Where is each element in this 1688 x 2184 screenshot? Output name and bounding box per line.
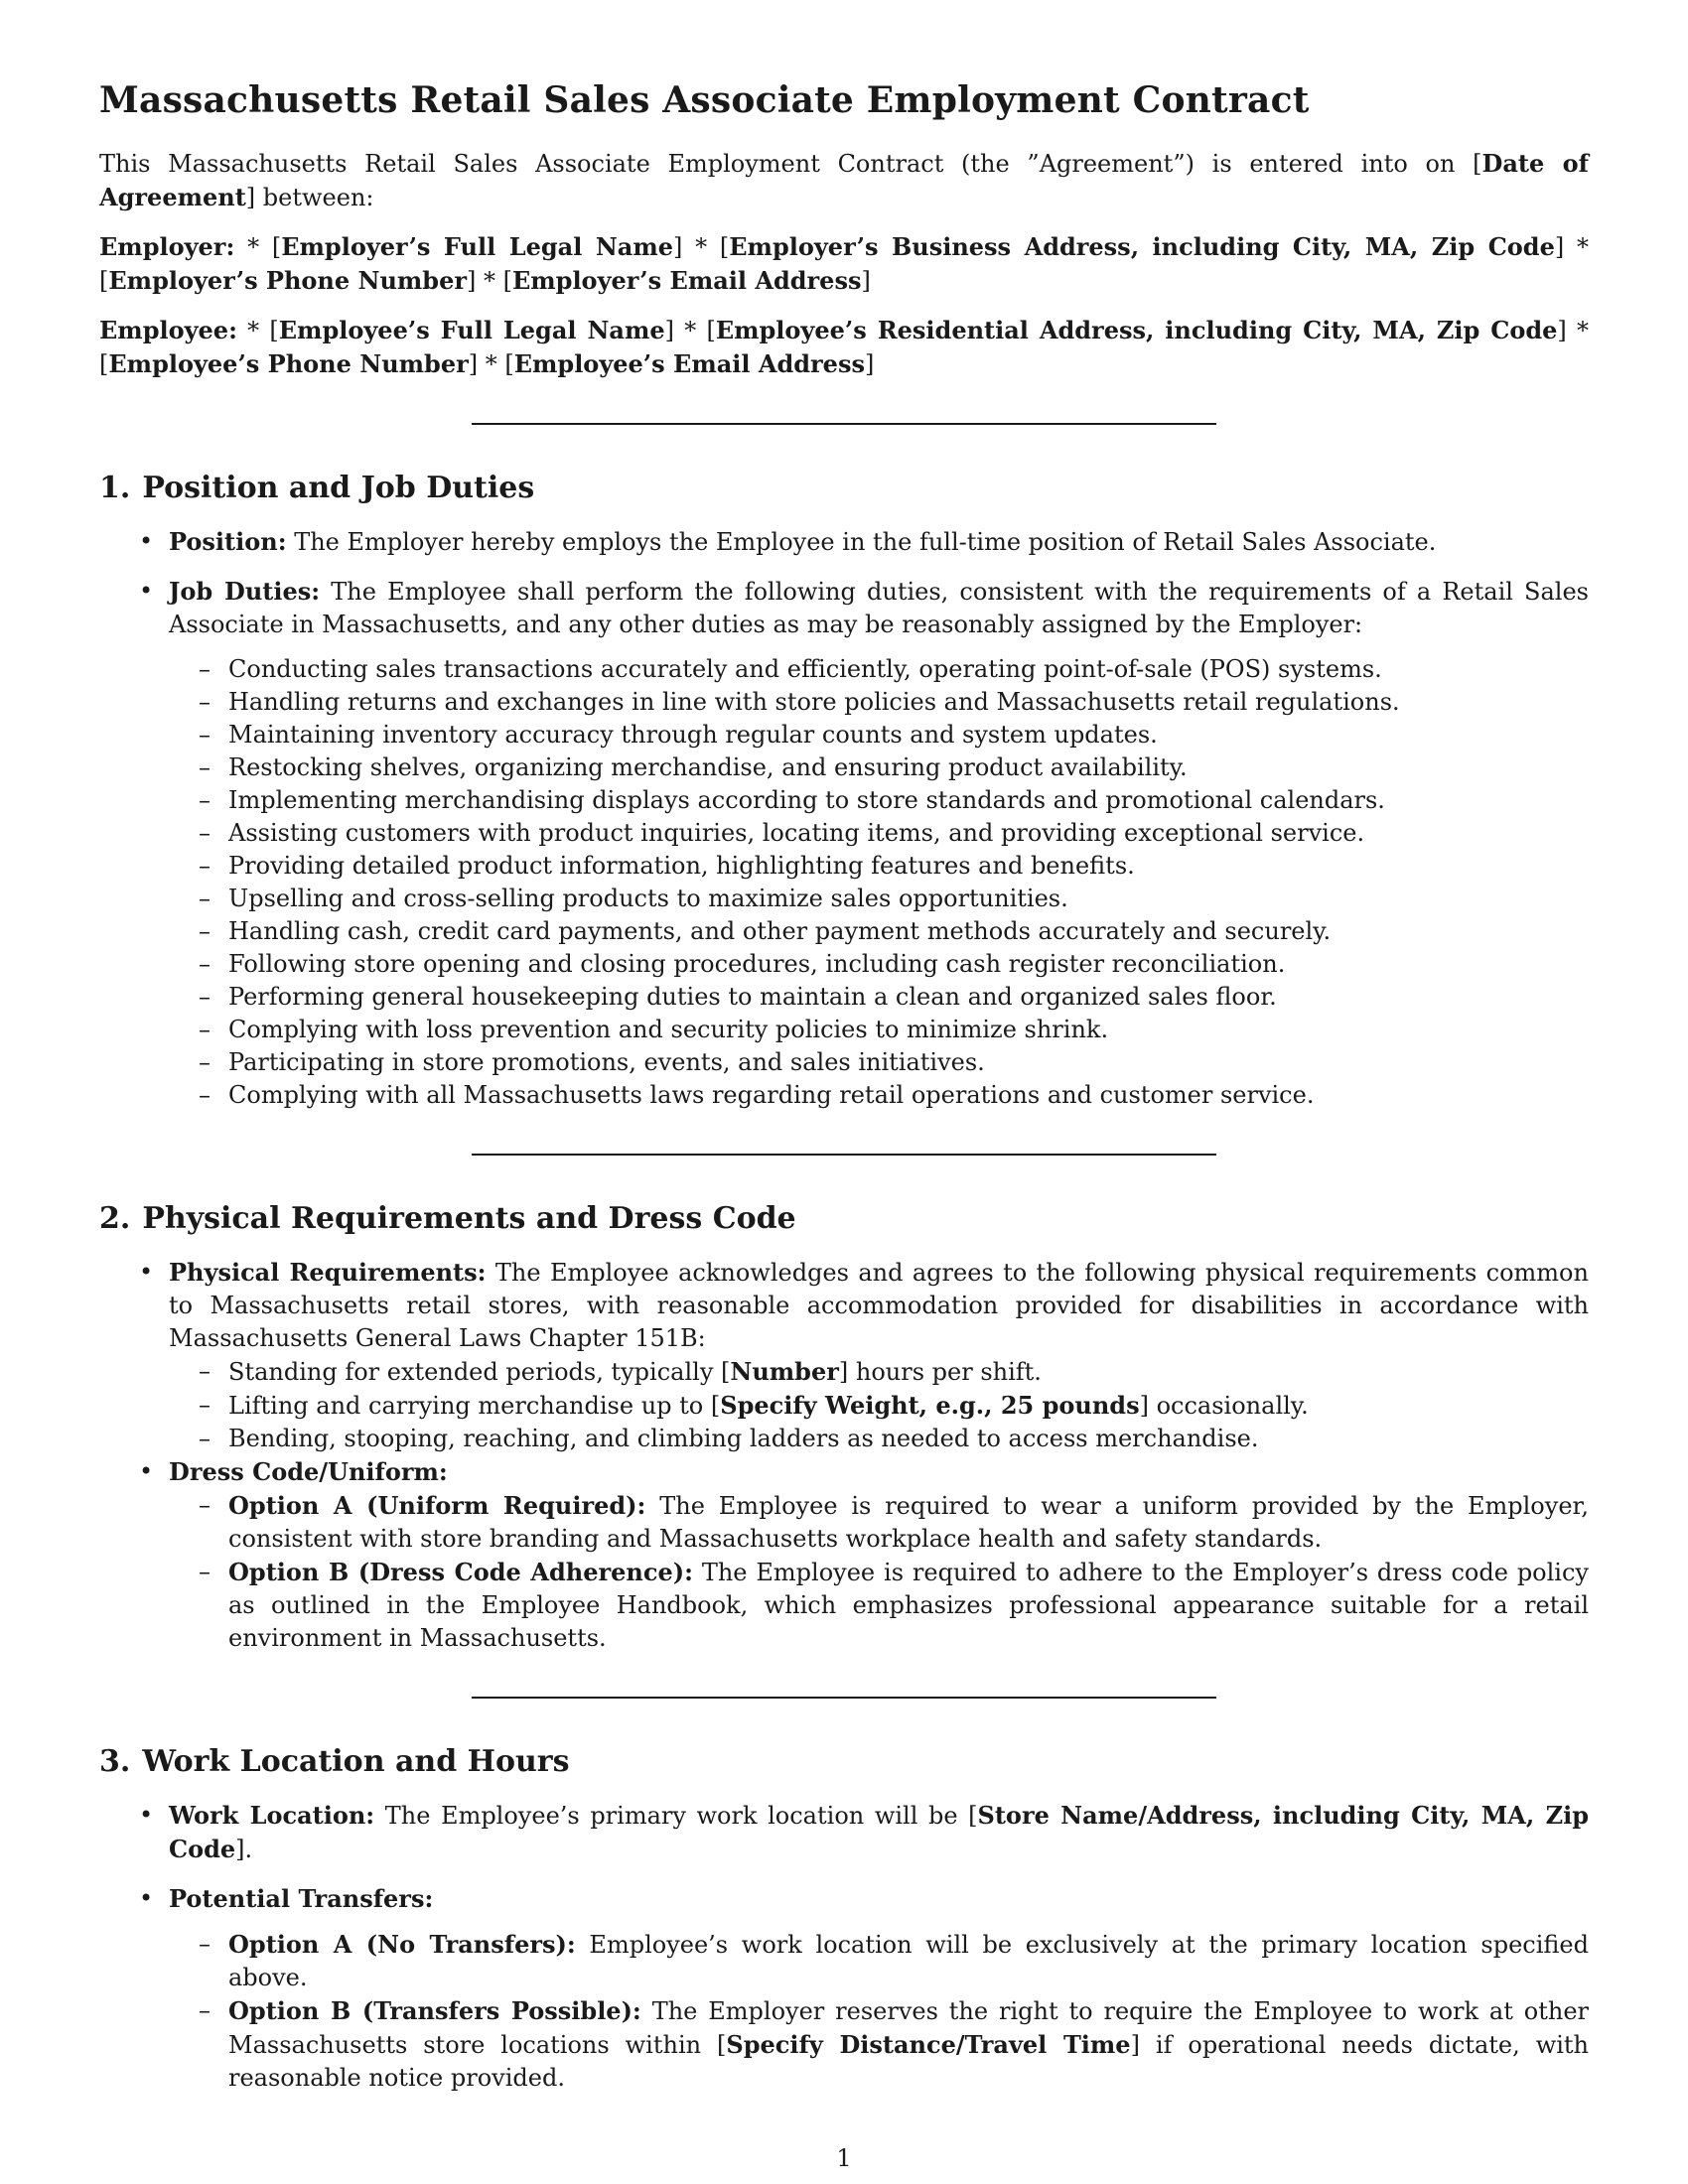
transfer-options [169,1928,1589,2095]
intro-text: This Massachusetts Retail Sales Associate Employment Contract (the ”Agreement”) is entered into on [99,150,1474,178]
contract-page [99,79,1589,2111]
option-a-text: The Employee is required to wear a uniform provided by the Employer, consistent with store branding and Massachusetts workplace health and safety standards. [228,1492,1589,1553]
section-2-list [99,1256,1589,1655]
physical-requirements-label: Physical Requirements: [169,1258,487,1287]
standing-text-end: hours per shift. [848,1358,1042,1386]
work-location-text: The Employee’s primary work location will be [384,1802,969,1830]
lifting-text: Lifting and carrying merchandise up to [228,1392,711,1420]
employer-name: Employer’s Full Legal Name [281,232,673,261]
employer-label: Employer: [99,232,235,261]
section-title: Physical Requirements and Dress Code [142,1201,796,1236]
employee-block: Employee: * [Employee’s Full Legal Name] * [Employee’s Residential Address, including City, MA, Zip Code] * [Employee’s Phone Number] * [Employee’s Email Address] [99,316,1590,378]
list-item: – Complying with loss prevention and security policies to minimize shrink. [228,1014,1589,1046]
list-item: – Implementing merchandising displays according to store standards and promotional calendars. [228,784,1589,817]
list-item: – Handling cash, credit card payments, and other payment methods accurately and securely. [228,915,1589,948]
section-divider [472,423,1216,425]
section-number: 1. [99,471,131,505]
document-title: Massachusetts Retail Sales Associate Employment Contract [99,79,1310,121]
list-item: – Performing general housekeeping duties to maintain a clean and organized sales floor. [228,981,1589,1014]
list-item: – Participating in store promotions, events, and sales initiatives. [228,1046,1589,1079]
list-item: – Option B (Transfers Possible): The Employer reserves the right to require the Employee to work at other Massachusetts store locations within [Specify Distance/Travel Time] if operational needs dictate, with reasonable notice provided. [228,1994,1589,2095]
employer-phone: Employer’s Phone Number [108,266,467,295]
position-item [169,525,1589,559]
position-label: Position: [169,527,287,556]
physical-requirements-item [169,1256,1589,1455]
employer-block: Employer: * [Employer’s Full Legal Name] * [Employer’s Business Address, including City, MA, Zip Code] * [Employer’s Phone Number] * [Employer’s Email Address] [99,232,1590,295]
list-item [228,1489,1589,1556]
dress-code-label: Dress Code/Uniform: [169,1457,448,1486]
list-item: – Providing detailed product information, highlighting features and benefits. [228,850,1589,883]
option-a-label: Option A (No Transfers): [228,1930,576,1959]
section-3-heading [99,1744,1589,1779]
section-number: 2. [99,1201,131,1236]
list-item [228,1556,1589,1655]
store-placeholder: Store Name/Address, including City, MA, Zip Code [169,1801,1589,1863]
option-b-text: The Employee is required to adhere to the Employer’s dress code policy as outlined in the Employee Handbook, which emphasizes professional appearance suitable for a retail environment in Massachusetts. [228,1559,1589,1652]
option-b-label: Option B (Transfers Possible): [228,1996,641,2025]
option-a-label: Option A (Uniform Required): [228,1491,646,1520]
intro-paragraph: This Massachusetts Retail Sales Associate Employment Contract (the ”Agreement”) is entered into on [Date of Agreement] between: [99,149,1589,211]
intro-text-end: between: [262,184,374,211]
standing-text: Standing for extended periods, typically [228,1358,722,1386]
employee-email: Employee’s Email Address [513,349,865,378]
list-item: – Standing for extended periods, typically [Number] hours per shift. [228,1355,1589,1389]
section-title: Work Location and Hours [142,1744,570,1779]
list-item [228,1928,1589,1994]
dress-code-item [169,1455,1589,1655]
page-number: 1 [836,2144,852,2172]
employee-name: Employee’s Full Legal Name [278,316,665,344]
list-item: – Upselling and cross-selling products to maximize sales opportunities. [228,883,1589,915]
physical-list [169,1355,1589,1455]
lifting-text-end: occasionally. [1148,1392,1309,1420]
section-1-heading [99,471,1589,505]
list-item: – Handling returns and exchanges in line with store policies and Massachusetts retail regulations. [228,686,1589,719]
work-location-label: Work Location: [169,1801,375,1830]
employee-phone: Employee’s Phone Number [108,349,469,378]
work-location-item: • Work Location: The Employee’s primary work location will be [Store Name/Address, including City, MA, Zip Code]. [169,1799,1589,1866]
physical-requirements-text: The Employee acknowledges and agrees to the following physical requirements common to Massachusetts retail stores, with reasonable accommodation provided for disabilities in accordance with Massachusetts General Laws Chapter 151B: [169,1259,1589,1352]
section-divider [472,1154,1216,1156]
list-item: – Assisting customers with product inquiries, locating items, and providing exceptional service. [228,817,1589,850]
employee-label: Employee: [99,316,237,344]
option-b-text: The Employer reserves the right to require the Employee to work at other Massachusetts store locations within [228,1997,1589,2059]
section-3-list [99,1799,1589,2095]
list-item: – Complying with all Massachusetts laws regarding retail operations and customer service. [228,1079,1589,1112]
list-item: – Following store opening and closing procedures, including cash register reconciliation. [228,948,1589,981]
list-item: – Bending, stooping, reaching, and climbing ladders as needed to access merchandise. [228,1423,1589,1455]
dress-code-options [169,1489,1589,1655]
section-number: 3. [99,1744,131,1779]
job-duties-item [169,575,1589,1112]
list-item: – Maintaining inventory accuracy through regular counts and system updates. [228,719,1589,751]
transfers-label: Potential Transfers: [169,1884,434,1913]
list-item: – Lifting and carrying merchandise up to [Specify Weight, e.g., 25 pounds] occasionally. [228,1389,1589,1423]
option-b-text-end: if operational needs dictate, with reasonable notice provided. [228,2031,1590,2092]
section-1-list [99,525,1589,1112]
date-placeholder: Date of Agreement [99,149,1589,211]
transfers-item [169,1882,1589,2095]
job-duties-label: Job Duties: [169,577,321,606]
weight-placeholder: Specify Weight, e.g., 25 pounds [720,1391,1140,1420]
section-divider [472,1697,1216,1699]
list-item: – Conducting sales transactions accurately and efficiently, operating point-of-sale (POS) systems. [228,653,1589,686]
job-duties-text: The Employee shall perform the following duties, consistent with the requirements of a Retail Sales Associate in Massachusetts, and any other duties as may be reasonably assigned by the Employer: [169,578,1589,638]
position-text: The Employer hereby employs the Employee in the full-time position of Retail Sales Associate. [294,528,1437,556]
option-b-label: Option B (Dress Code Adherence): [228,1558,693,1586]
option-a-text: Employee’s work location will be exclusively at the primary location specified above. [228,1931,1589,1991]
duties-list [169,653,1589,1112]
employer-email: Employer’s Email Address [511,266,862,295]
section-title: Position and Job Duties [142,471,535,505]
section-2-heading [99,1201,1589,1236]
distance-placeholder: Specify Distance/Travel Time [726,2030,1131,2059]
list-item: – Restocking shelves, organizing merchandise, and ensuring product availability. [228,751,1589,784]
employer-address: Employer’s Business Address, including City, MA, Zip Code [729,232,1555,261]
hours-placeholder: Number [730,1357,839,1386]
employee-address: Employee’s Residential Address, including City, MA, Zip Code [715,316,1558,344]
